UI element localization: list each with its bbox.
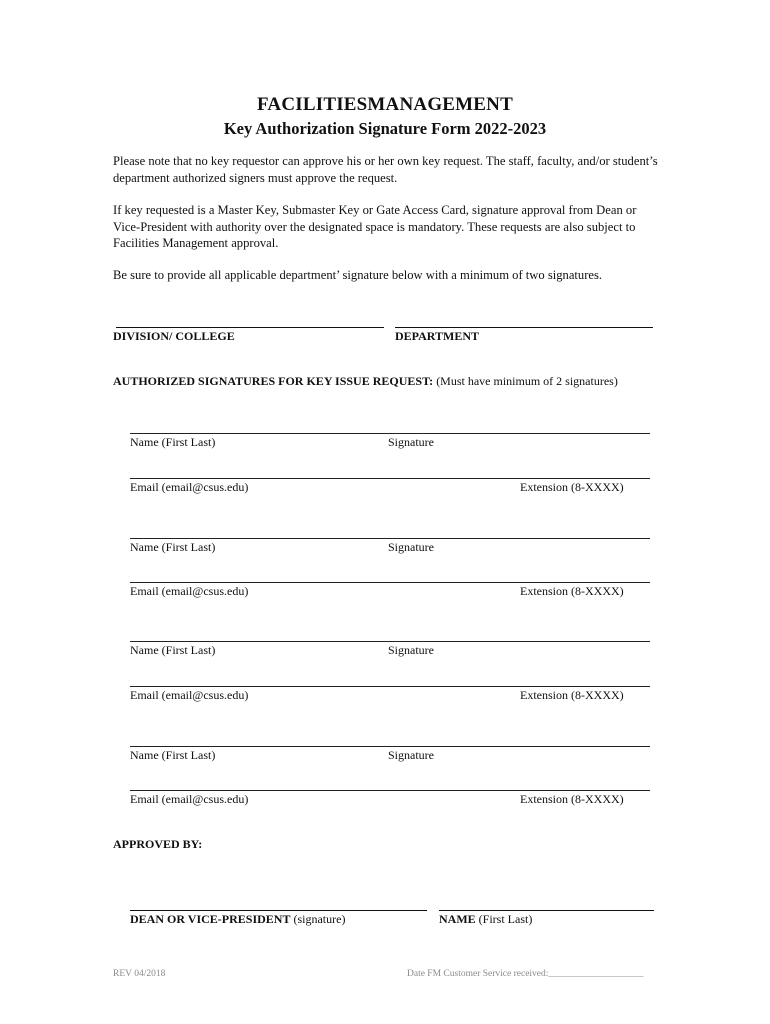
signer-email-label: Email (email@csus.edu) <box>130 688 249 702</box>
signer-extension-label: Extension (8-XXXX) <box>520 584 624 598</box>
signer-email-extension-field[interactable] <box>130 582 650 583</box>
form-title: Key Authorization Signature Form 2022-2023 <box>223 119 547 138</box>
fm-received-date-label: Date FM Customer Service received:____________________ <box>407 969 644 979</box>
dean-vp-suffix: (signature) <box>293 912 346 926</box>
division-college-field[interactable] <box>116 327 384 328</box>
department-field[interactable] <box>395 327 653 328</box>
authorized-signatures-title: AUTHORIZED SIGNATURES FOR KEY ISSUE REQUEST: <box>113 374 434 388</box>
signer-name-label: Name (First Last) <box>130 748 216 762</box>
intro-paragraph-minimum: Be sure to provide all applicable department’ signature below with a minimum of two signatures. <box>113 268 603 282</box>
signer-name-signature-field[interactable] <box>130 641 650 642</box>
dean-vp-label <box>130 912 345 927</box>
signer-email-label: Email (email@csus.edu) <box>130 584 249 598</box>
intro-paragraph-master-key: If key requested is a Master Key, Submaster Key or Gate Access Card, signature approval from Dean or Vice-President with authority over the designated space is mandatory. These requests are also subject to Facilities Management approval. <box>113 203 637 250</box>
signer-name-label: Name (First Last) <box>130 643 216 657</box>
signer-email-extension-field[interactable] <box>130 686 650 687</box>
approver-name-title: NAME <box>439 912 476 926</box>
division-college-label: DIVISION/ COLLEGE <box>113 329 235 343</box>
department-label: DEPARTMENT <box>395 329 480 343</box>
dean-vp-title: DEAN OR VICE-PRESIDENT <box>130 912 291 926</box>
signer-signature-label: Signature <box>388 748 434 762</box>
intro-paragraph-approval: Please note that no key requestor can approve his or her own key request. The staff, faculty, and/or student’s department authorized signers must approve the request. <box>113 154 658 185</box>
approved-by-heading: APPROVED BY: <box>113 837 203 851</box>
signer-name-label: Name (First Last) <box>130 540 216 554</box>
dean-vp-signature-field[interactable] <box>130 910 427 911</box>
signer-signature-label: Signature <box>388 643 434 657</box>
signer-extension-label: Extension (8-XXXX) <box>520 688 624 702</box>
authorized-signatures-note: (Must have minimum of 2 signatures) <box>436 374 618 388</box>
approver-name-field[interactable] <box>439 910 654 911</box>
signer-name-label: Name (First Last) <box>130 435 216 449</box>
signer-signature-label: Signature <box>388 540 434 554</box>
signer-signature-label: Signature <box>388 435 434 449</box>
signer-email-label: Email (email@csus.edu) <box>130 480 249 494</box>
form-org-title: FACILITIESMANAGEMENT <box>257 94 513 115</box>
signer-name-signature-field[interactable] <box>130 433 650 434</box>
signer-email-label: Email (email@csus.edu) <box>130 792 249 806</box>
approver-name-suffix: (First Last) <box>478 912 533 926</box>
signer-email-extension-field[interactable] <box>130 790 650 791</box>
authorized-signatures-heading <box>113 374 618 389</box>
signer-email-extension-field[interactable] <box>130 478 650 479</box>
signer-name-signature-field[interactable] <box>130 538 650 539</box>
revision-label: REV 04/2018 <box>113 969 166 979</box>
signer-extension-label: Extension (8-XXXX) <box>520 792 624 806</box>
signer-extension-label: Extension (8-XXXX) <box>520 480 624 494</box>
signer-name-signature-field[interactable] <box>130 746 650 747</box>
approver-name-label <box>439 912 532 927</box>
